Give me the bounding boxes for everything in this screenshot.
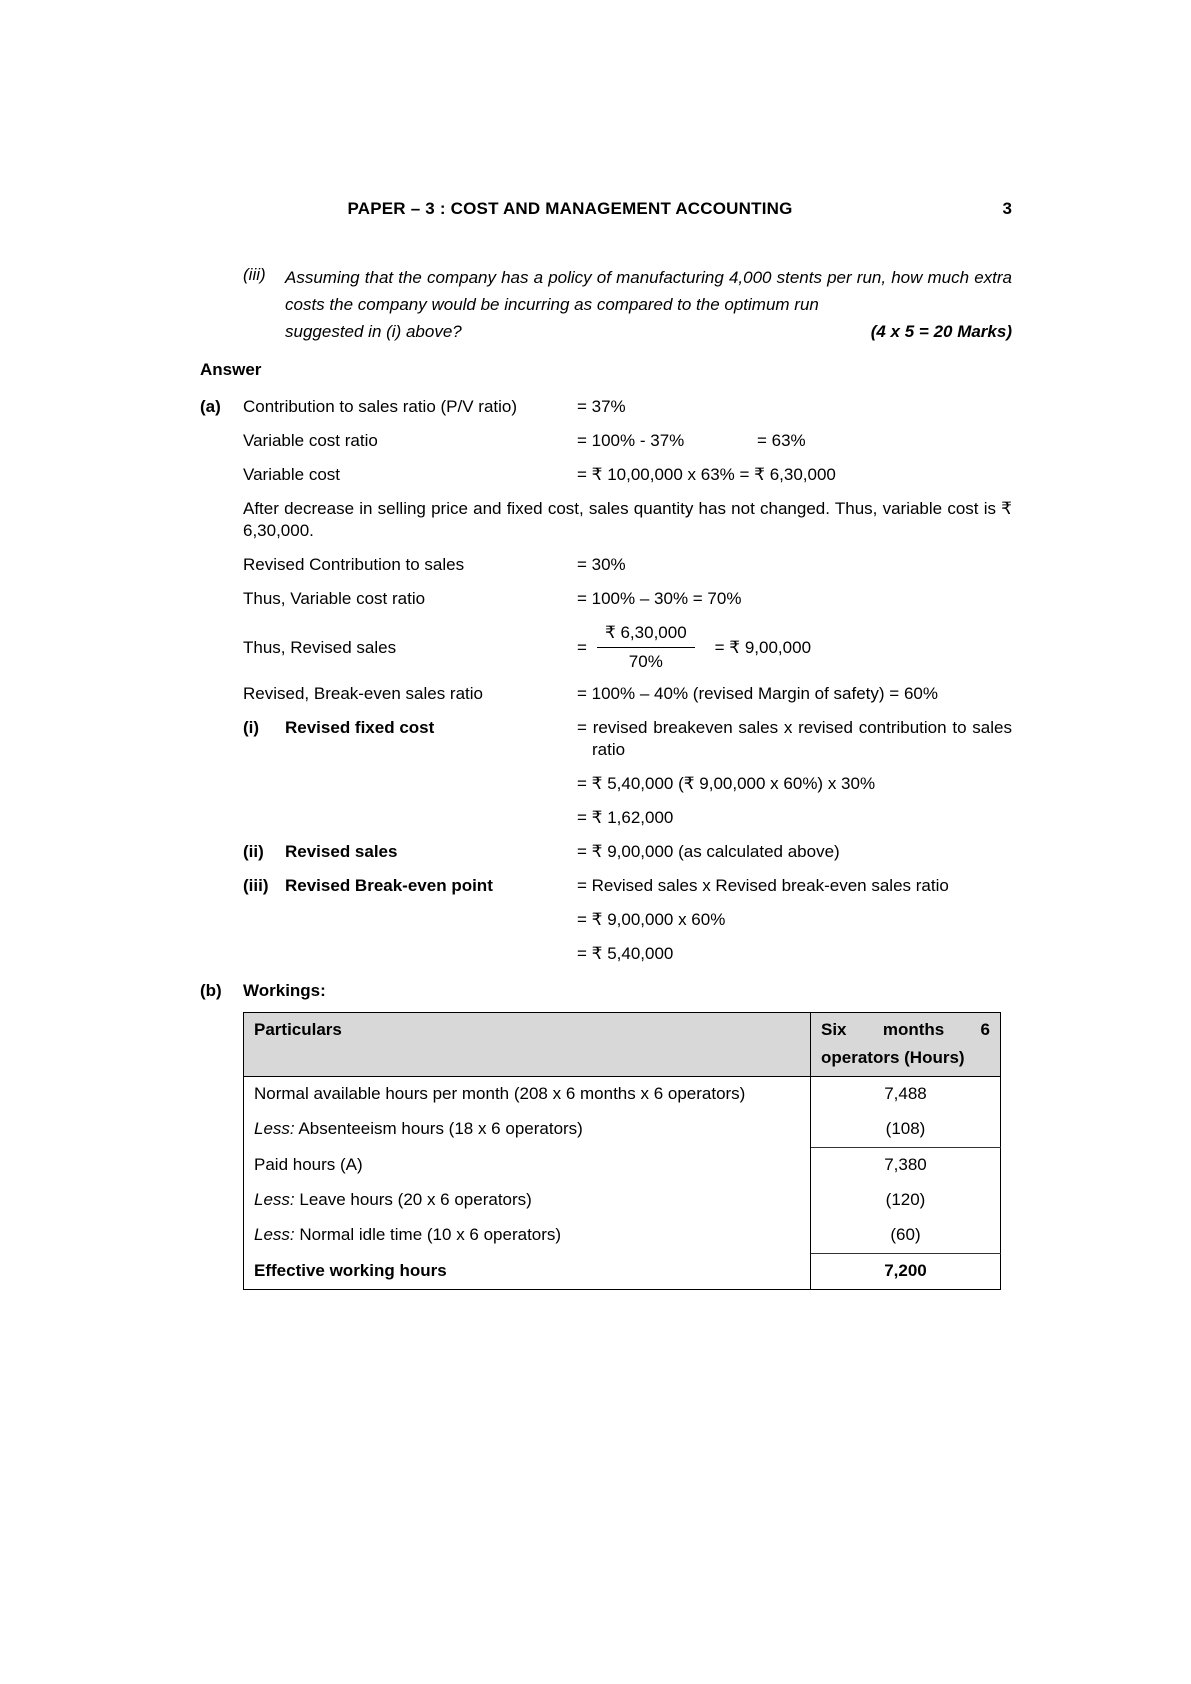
item-number: (ii) [243, 842, 264, 861]
row-value: 7,200 [811, 1254, 1001, 1290]
table-row-total [244, 1254, 1001, 1290]
row-label: Paid hours (A) [254, 1154, 363, 1174]
less-label: Less: [254, 1190, 295, 1209]
calc-row-revised-contribution [243, 554, 1012, 576]
calc-value-2: = 63% [757, 431, 806, 450]
less-label: Less: [254, 1225, 295, 1244]
row-value: (108) [811, 1112, 1001, 1148]
section-b [200, 980, 1012, 1012]
calc-value: = ₹ 10,00,000 x 63% = ₹ 6,30,000 [577, 465, 836, 484]
calc-row-variable-cost [243, 464, 1012, 486]
calc-label: Thus, Variable cost ratio [243, 589, 426, 608]
item-i-row [243, 717, 1012, 761]
calc-value: = 100% – 30% = 70% [577, 589, 742, 608]
question-number: (iii) [243, 265, 266, 284]
calc-row-variable-cost-ratio-revised [243, 588, 1012, 610]
explanation-paragraph: After decrease in selling price and fixed cost, sales quantity has not changed. Thus, variable cost is ₹ 6,30,000. [243, 499, 1012, 540]
page-header [200, 198, 1012, 220]
row-label: Normal available hours per month (208 x 6 months x 6 operators) [254, 1084, 746, 1103]
item-i-line2: = ₹ 5,40,000 (₹ 9,00,000 x 60%) x 30% [577, 774, 876, 793]
workings-heading: Workings: [243, 981, 326, 1000]
section-a [200, 396, 1012, 977]
section-b-label: (b) [200, 981, 222, 1000]
equals-sign: = [577, 637, 587, 657]
item-title: Revised Break-even point [285, 876, 493, 895]
column-header-hours [811, 1013, 1001, 1077]
table-row [244, 1183, 1001, 1218]
row-value: 7,380 [811, 1148, 1001, 1184]
question-iii-block [243, 264, 1012, 345]
column-header-hours-line2: operators (Hours) [821, 1048, 965, 1067]
column-header-hours-line1: Six months 6 [821, 1020, 990, 1039]
question-text: Assuming that the company has a policy of manufacturing 4,000 stents per run, how much extra costs the company would be incurring as compared to the optimum run [285, 268, 1012, 314]
item-title: Revised fixed cost [285, 718, 435, 737]
item-line: = Revised sales x Revised break-even sales ratio [577, 876, 949, 895]
item-ii-row [243, 841, 1012, 863]
calc-value: = 30% [577, 555, 626, 574]
calc-row-pv-ratio [243, 396, 1012, 418]
calc-row-revised-sales-fraction [243, 622, 1012, 673]
fraction-result: = ₹ 9,00,000 [714, 637, 812, 657]
item-line: = ₹ 9,00,000 (as calculated above) [577, 842, 840, 861]
row-value: (120) [811, 1183, 1001, 1218]
item-number: (iii) [243, 876, 269, 895]
section-a-label: (a) [200, 397, 221, 416]
row-label: Less: Normal idle time (10 x 6 operators) [254, 1225, 562, 1244]
column-header-particulars: Particulars [244, 1013, 811, 1077]
item-i-line3: = ₹ 1,62,000 [577, 808, 674, 827]
calc-value: = 100% – 40% (revised Margin of safety) = 60% [577, 684, 938, 703]
row-value: (60) [811, 1218, 1001, 1254]
answer-heading: Answer [200, 360, 262, 379]
item-number: (i) [243, 718, 260, 737]
calc-value: = 100% - 37% [577, 431, 685, 450]
calc-value: = 37% [577, 397, 626, 416]
row-label: Less: Leave hours (20 x 6 operators) [254, 1190, 532, 1209]
calc-label: Variable cost [243, 465, 341, 484]
calc-label: Variable cost ratio [243, 431, 378, 450]
question-marks: (4 x 5 = 20 Marks) [870, 322, 1012, 341]
table-row [244, 1148, 1001, 1184]
question-text-tail: suggested in (i) above? [285, 322, 462, 341]
calc-label: Revised, Break-even sales ratio [243, 684, 484, 703]
item-line: = revised breakeven sales x revised contribution to sales ratio [577, 718, 1012, 759]
page-title: PAPER – 3 : COST AND MANAGEMENT ACCOUNTING [347, 199, 793, 218]
fraction-denominator: 70% [628, 652, 663, 671]
row-label: Effective working hours [254, 1260, 447, 1280]
calc-row-variable-cost-ratio [243, 430, 1012, 452]
workings-table [243, 1012, 1001, 1290]
fraction-numerator: ₹ 6,30,000 [597, 622, 695, 648]
table-row [244, 1218, 1001, 1254]
calc-row-breakeven-sales-ratio [243, 683, 1012, 705]
table-row [244, 1112, 1001, 1148]
item-iii-line2: = ₹ 9,00,000 x 60% [577, 910, 726, 929]
item-iii-row [243, 875, 1012, 897]
row-label: Less: Absenteeism hours (18 x 6 operators) [254, 1119, 583, 1138]
page-number: 3 [1002, 199, 1012, 218]
table-row [244, 1077, 1001, 1113]
table-header-row [244, 1013, 1001, 1077]
item-title: Revised sales [285, 842, 398, 861]
item-iii-line3: = ₹ 5,40,000 [577, 944, 674, 963]
fraction [597, 622, 695, 673]
less-label: Less: [254, 1119, 295, 1138]
calc-label: Revised Contribution to sales [243, 555, 465, 574]
calc-label: Contribution to sales ratio (P/V ratio) [243, 397, 518, 416]
calc-label: Thus, Revised sales [243, 637, 397, 657]
row-value: 7,488 [811, 1077, 1001, 1113]
